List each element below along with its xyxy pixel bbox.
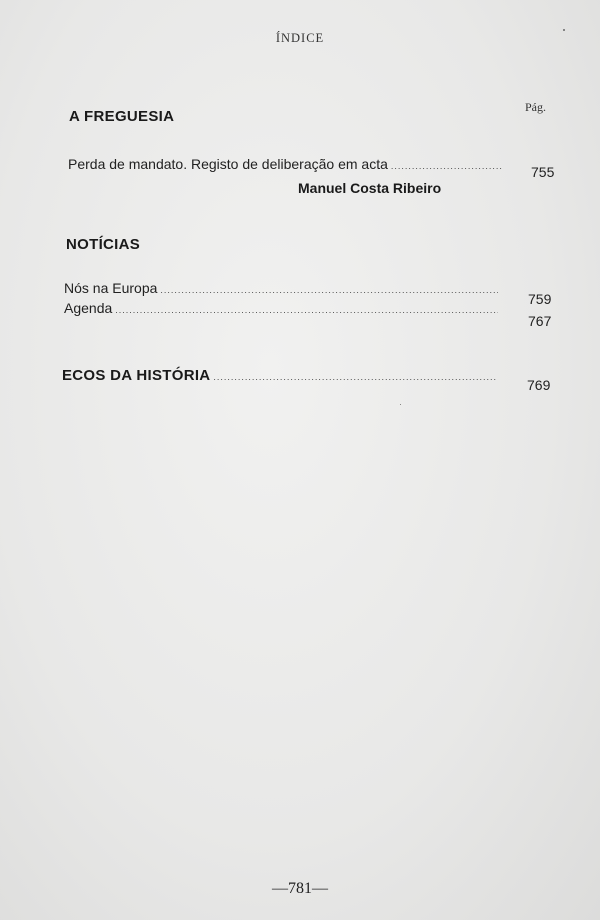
toc-entry-title: Agenda [64, 300, 113, 316]
paper-speck [563, 29, 565, 31]
section-heading-ecos-da-historia: ECOS DA HISTÓRIA [62, 367, 211, 384]
toc-entry-title: Perda de mandato. Registo de deliberação em acta [68, 156, 388, 172]
toc-entry-page-number: 759 [528, 291, 552, 307]
paper-speck [400, 404, 401, 405]
toc-entry[interactable] [64, 300, 500, 316]
dot-leader [213, 372, 496, 382]
page-column-label: Pág. [525, 100, 546, 114]
entry-author: Manuel Costa Ribeiro [298, 180, 442, 196]
toc-entry-page-number: 769 [527, 377, 551, 393]
section-heading-noticias: NOTÍCIAS [66, 236, 141, 253]
dot-leader [391, 161, 502, 171]
toc-entry[interactable] [68, 156, 504, 172]
toc-entry-page-number: 755 [531, 164, 555, 180]
section-heading-a-freguesia: A FREGUESIA [69, 108, 175, 125]
toc-entry-title: Nós na Europa [64, 280, 158, 296]
running-head: ÍNDICE [275, 31, 325, 45]
toc-entry-page-number: 767 [528, 313, 552, 329]
dot-leader [160, 285, 498, 295]
toc-entry[interactable] [64, 280, 500, 296]
toc-section-entry-ecos-da-historia[interactable] [62, 367, 498, 384]
dot-leader [115, 305, 498, 315]
page-folio: —781— [272, 880, 328, 897]
